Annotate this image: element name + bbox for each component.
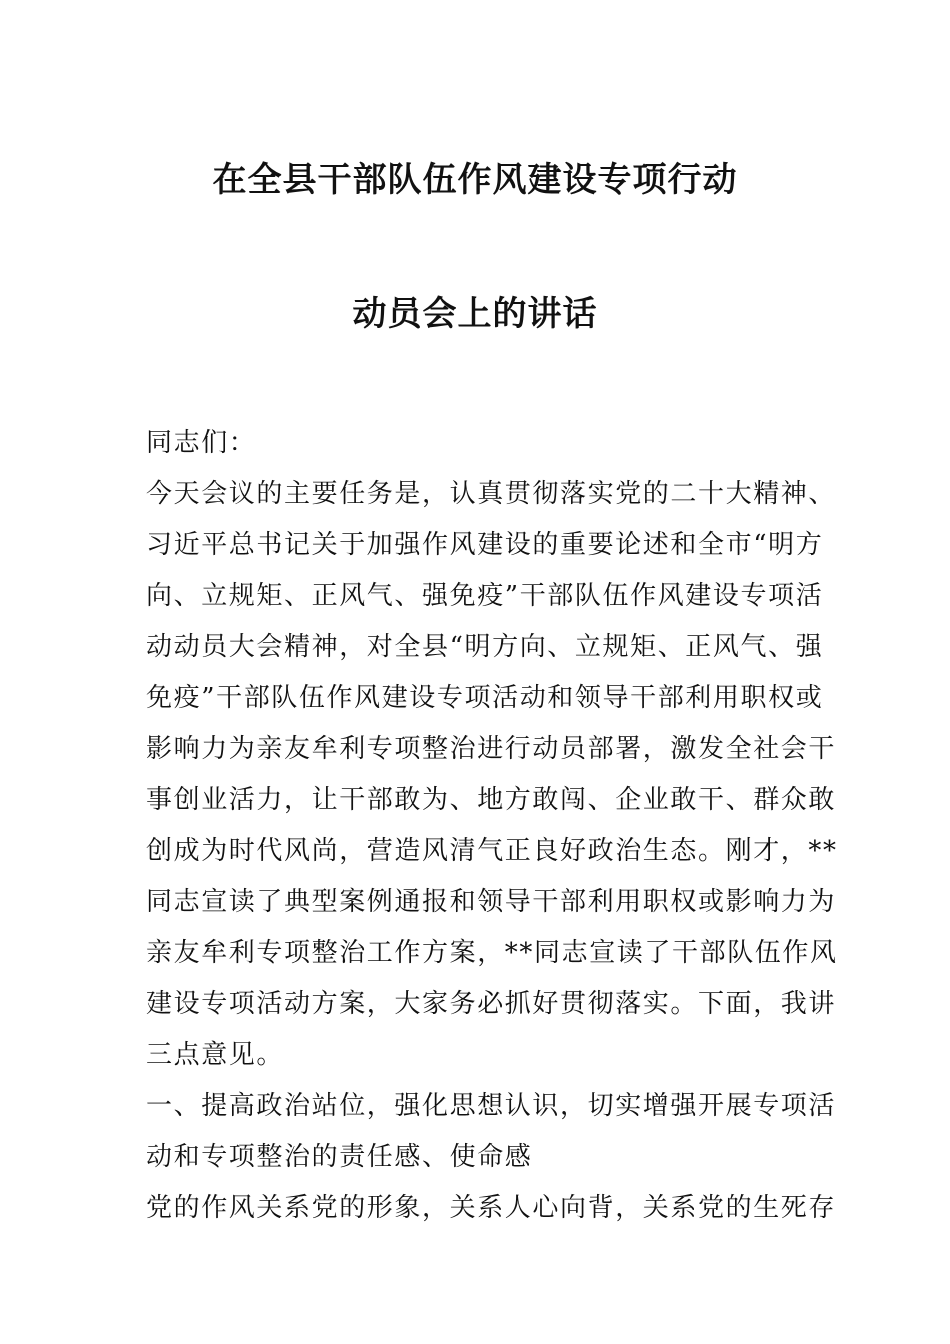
paragraph-line: 亲友牟利专项整治工作方案，**同志宣读了干部队伍作风 — [146, 938, 838, 968]
document-title-line-1: 在全县干部队伍作风建设专项行动 — [212, 160, 738, 200]
paragraph-line: 影响力为亲友牟利专项整治进行动员部署，激发全社会干 — [146, 734, 837, 764]
paragraph-line: 同志宣读了典型案例通报和领导干部利用职权或影响力为 — [146, 887, 837, 917]
paragraph-line: 向、立规矩、正风气、强免疫”干部队伍作风建设专项活 — [146, 581, 824, 611]
document-body — [146, 418, 838, 1234]
paragraph-line: 习近平总书记关于加强作风建设的重要论述和全市“明方 — [146, 530, 824, 560]
paragraph-line: 动动员大会精神，对全县“明方向、立规矩、正风气、强 — [146, 632, 824, 662]
paragraph-line: 今天会议的主要任务是，认真贯彻落实党的二十大精神、 — [146, 479, 837, 509]
section-heading-line: 一、提高政治站位，强化思想认识，切实增强开展专项活 — [146, 1091, 837, 1121]
paragraph-line: 三点意见。 — [146, 1040, 285, 1070]
paragraph-line: 党的作风关系党的形象，关系人心向背，关系党的生死存 — [146, 1193, 837, 1223]
salutation: 同志们： — [146, 428, 257, 458]
paragraph-line: 事创业活力，让干部敢为、地方敢闯、企业敢干、群众敢 — [146, 785, 837, 815]
document-title-line-2: 动员会上的讲话 — [352, 294, 598, 334]
paragraph-line: 建设专项活动方案，大家务必抓好贯彻落实。下面，我讲 — [146, 989, 837, 1019]
paragraph-line: 免疫”干部队伍作风建设专项活动和领导干部利用职权或 — [146, 683, 824, 713]
paragraph-line: 创成为时代风尚，营造风清气正良好政治生态。刚才，** — [146, 836, 838, 866]
section-heading-line: 动和专项整治的责任感、使命感 — [146, 1142, 533, 1172]
